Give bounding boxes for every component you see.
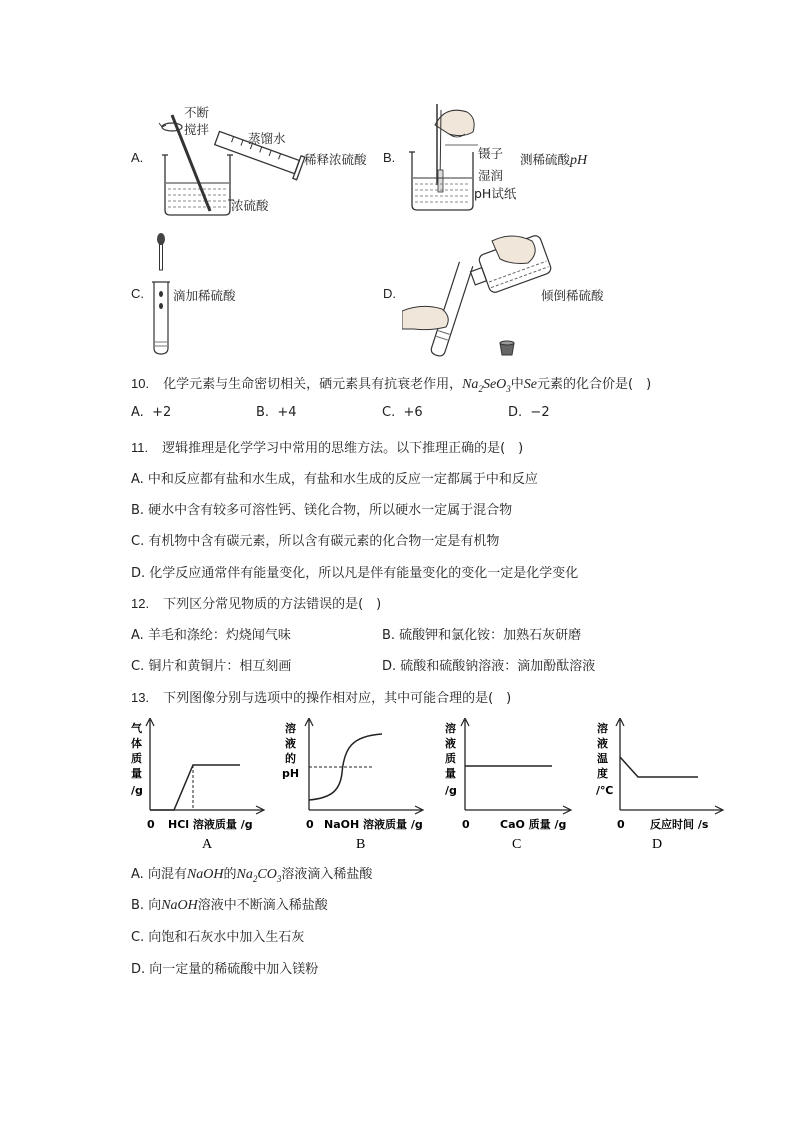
question-11: 11. 逻辑推理是化学学习中常用的思维方法。以下推理正确的是( ) [131, 440, 524, 456]
formula-na2seo3: $Na_2SeO_3$ [462, 377, 511, 394]
chart-a-ylabel-0: 气 [131, 722, 142, 735]
chart-d-xlabel: 反应时间 /s [650, 818, 709, 831]
chart-a-ylabel-2: 质 [131, 752, 142, 765]
chart-c-ylabel-0: 溶 [445, 722, 456, 735]
stir-label-2: 搅拌 [184, 122, 210, 137]
drip-caption: 滴加稀硫酸 [173, 288, 236, 303]
option-c-letter: C. [131, 286, 144, 301]
chart-b [282, 718, 432, 850]
q10-option-a: A. +2 [131, 405, 172, 420]
chart-c-ylabel-3: 量 [445, 767, 456, 780]
chart-a-ylabel-3: 量 [131, 767, 142, 780]
ph-test-figure [405, 100, 480, 220]
q12-option-a: A. 羊毛和涤纶：灼烧闻气味 [131, 628, 291, 643]
q13-option-a: A. 向混有NaOH的$Na_2CO_3$溶液滴入稀盐酸 [131, 867, 373, 884]
q11-option-a: A. 中和反应都有盐和水生成，有盐和水生成的反应一定都属于中和反应 [131, 472, 538, 487]
test-tube-dropper-figure [150, 230, 172, 358]
chart-a [128, 718, 273, 850]
chart-a-curve [150, 765, 240, 810]
q10-option-d: D. −2 [508, 405, 550, 420]
q12-option-b: B. 硫酸钾和氯化铵：加熟石灰研磨 [382, 628, 582, 643]
ph-paper-label: pH试纸 [474, 186, 517, 201]
chart-b-ylabel-0: 溶 [285, 722, 296, 735]
chart-c-caption: C [512, 837, 522, 850]
q10-option-b: B. +4 [256, 405, 297, 420]
option-b-letter: B. [383, 150, 396, 165]
chart-d-ylabel-3: 度 [597, 767, 608, 780]
chart-d-ylabel-4: /℃ [596, 784, 614, 797]
chart-c [442, 718, 582, 850]
chart-c-ylabel-4: /g [445, 784, 457, 797]
q12-option-c: C. 铜片和黄铜片：相互刻画 [131, 659, 292, 674]
chart-d-ylabel-2: 温 [597, 752, 608, 765]
chart-d-ylabel-1: 液 [597, 737, 608, 750]
chart-b-origin: 0 [306, 818, 314, 831]
chart-b-ylabel-2: 的 [285, 752, 296, 765]
question-13: 13. 下列图像分别与选项中的操作相对应，其中可能合理的是( ) [131, 690, 512, 706]
question-10: 10. 化学元素与生命密切相关，硒元素具有抗衰老作用，$Na_2SeO_3$中Se元素的化合价是( ) [131, 376, 652, 394]
chart-d-caption: D [652, 837, 663, 850]
option-a-letter: A. [131, 150, 144, 165]
chart-b-ylabel-1: 液 [285, 737, 296, 750]
chart-c-xlabel: CaO 质量 /g [500, 818, 567, 831]
chart-a-ylabel-4: /g [131, 784, 143, 797]
chart-b-xlabel: NaOH 溶液质量 /g [324, 818, 423, 831]
chart-d-origin: 0 [617, 818, 625, 831]
q10-option-c: C. +6 [382, 405, 423, 420]
tweezers-label: 镊子 [478, 146, 504, 161]
option-d-letter: D. [383, 286, 396, 301]
chart-d-curve [620, 757, 698, 777]
stir-label-1: 不断 [184, 105, 210, 120]
question-12: 12. 下列区分常见物质的方法错误的是( ) [131, 596, 382, 612]
dilute-caption: 稀释浓硫酸 [304, 152, 367, 167]
q13-option-b: B. 向NaOH溶液中不断滴入稀盐酸 [131, 898, 328, 913]
chart-b-caption: B [356, 837, 366, 850]
ph-caption: 测稀硫酸pH [520, 152, 588, 168]
wet-label: 湿润 [478, 168, 504, 183]
pouring-figure [402, 233, 552, 361]
chart-a-ylabel-1: 体 [131, 737, 142, 750]
chart-c-ylabel-2: 质 [445, 752, 456, 765]
q13-option-c: C. 向饱和石灰水中加入生石灰 [131, 930, 305, 945]
q13-option-d: D. 向一定量的稀硫酸中加入镁粉 [131, 962, 319, 977]
conc-acid-label: 浓硫酸 [231, 198, 269, 213]
q12-option-d: D. 硫酸和硫酸钠溶液：滴加酚酞溶液 [382, 659, 596, 674]
chart-a-origin: 0 [147, 818, 155, 831]
q11-option-c: C. 有机物中含有碳元素，所以含有碳元素的化合物一定是有机物 [131, 534, 500, 549]
chart-c-origin: 0 [462, 818, 470, 831]
chart-a-caption: A [202, 837, 213, 850]
q11-option-d: D. 化学反应通常伴有能量变化，所以凡是伴有能量变化的变化一定是化学变化 [131, 566, 579, 581]
chart-a-xlabel: HCl 溶液质量 /g [168, 818, 253, 831]
chart-c-ylabel-1: 液 [445, 737, 456, 750]
chart-d-ylabel-0: 溶 [597, 722, 608, 735]
q11-option-b: B. 硬水中含有较多可溶性钙、镁化合物，所以硬水一定属于混合物 [131, 503, 513, 518]
dilution-apparatus-figure [150, 105, 310, 220]
distilled-water-label: 蒸馏水 [248, 131, 286, 146]
chart-d [594, 718, 729, 850]
pour-caption: 倾倒稀硫酸 [541, 288, 604, 303]
chart-b-ylabel-3: pH [282, 767, 300, 780]
